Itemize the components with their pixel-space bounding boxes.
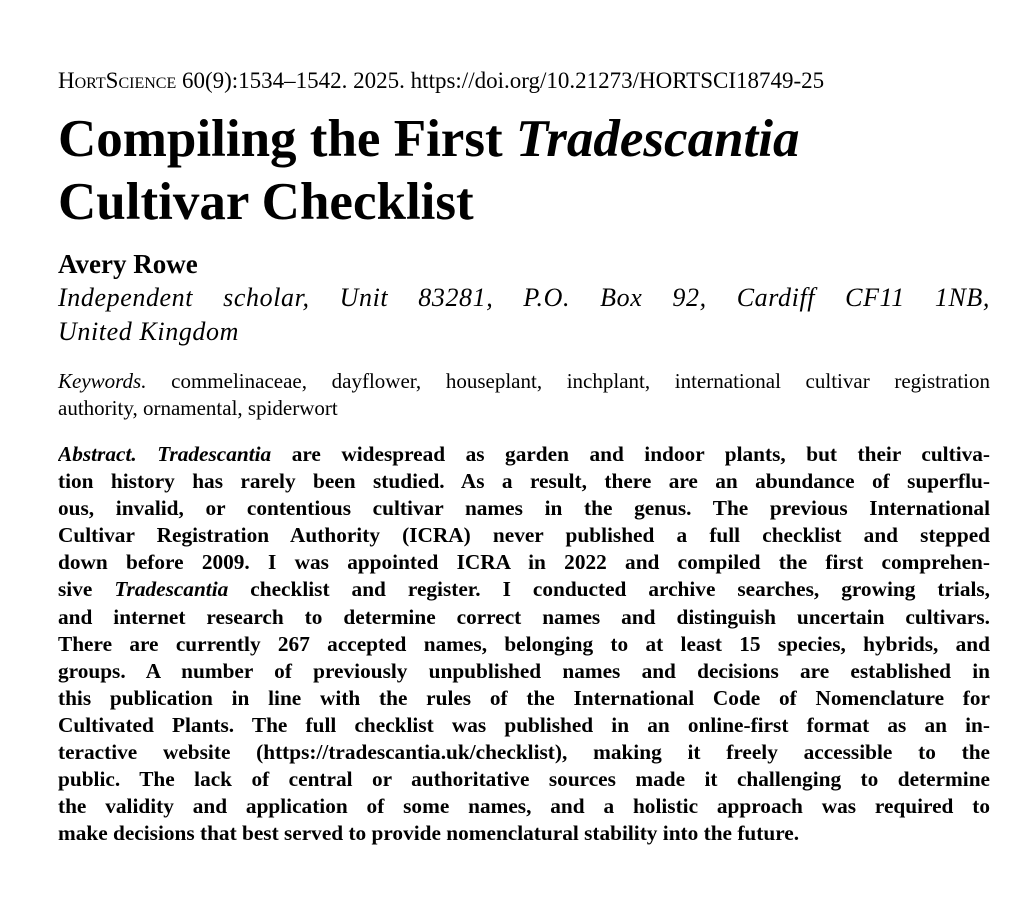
abstract-line-6 bbox=[58, 576, 990, 603]
abstract-line-4: Cultivar Registration Authority (ICRA) never published a full checklist and stepped bbox=[58, 523, 990, 548]
abstract-line-2: tion history has rarely been studied. As a result, there are an abundance of superflu- bbox=[58, 469, 990, 494]
abstract-line-9: groups. A number of previously unpublished names and decisions are established in bbox=[58, 658, 990, 683]
abstract-genus: Tradescantia bbox=[157, 442, 272, 466]
affiliation-line-2: United Kingdom bbox=[58, 317, 240, 346]
abstract-line-12: teractive website (https://tradescantia.uk/checklist), making it freely accessible to the bbox=[58, 740, 990, 765]
abstract-line-3: ous, invalid, or contentious cultivar names in the genus. The previous International bbox=[58, 496, 990, 521]
keywords-line-2: authority, ornamental, spiderwort bbox=[58, 396, 338, 420]
paper-title bbox=[58, 108, 800, 234]
abstract-line-5: down before 2009. I was appointed ICRA in 2022 and compiled the first comprehen- bbox=[58, 550, 990, 575]
keywords bbox=[58, 368, 990, 422]
citation-details: 60(9):1534–1542. 2025. https://doi.org/10.21273/HORTSCI18749-25 bbox=[176, 68, 825, 93]
keywords-line-1 bbox=[58, 368, 990, 395]
title-line-1 bbox=[58, 108, 800, 171]
abstract bbox=[58, 441, 990, 847]
abstract-line-8: There are currently 267 accepted names, belonging to at least 15 species, hybrids, and bbox=[58, 631, 990, 656]
title-prefix: Compiling the First bbox=[58, 110, 516, 168]
title-line-2: Cultivar Checklist bbox=[58, 173, 474, 231]
title-genus: Tradescantia bbox=[515, 110, 800, 168]
abstract-line-1 bbox=[58, 441, 990, 468]
abstract-genus: Tradescantia bbox=[114, 577, 229, 602]
abstract-line-7: and internet research to determine correct names and distinguish uncertain cultivars. bbox=[58, 604, 990, 629]
author-affiliation bbox=[58, 281, 990, 349]
author-name: Avery Rowe bbox=[58, 249, 198, 279]
journal-name: HortScience bbox=[58, 68, 177, 93]
abstract-text: checklist and register. I conducted archive searches, growing trials, bbox=[228, 577, 990, 602]
abstract-line-11: Cultivated Plants. The full checklist was published in an online-first format as an in- bbox=[58, 712, 990, 737]
abstract-line-10: this publication in line with the rules of the International Code of Nomenclature for bbox=[58, 685, 990, 710]
keywords-text-1: commelinaceae, dayflower, houseplant, inchplant, international cultivar registration bbox=[146, 369, 990, 393]
keywords-label: Keywords. bbox=[58, 369, 147, 393]
abstract-text: are widespread as garden and indoor plants, but their cultiva- bbox=[271, 442, 990, 466]
affiliation-line-1: Independent scholar, Unit 83281, P.O. Box 92, Cardiff CF11 1NB, bbox=[58, 283, 990, 312]
citation-header bbox=[58, 66, 824, 96]
abstract-line-15: make decisions that best served to provide nomenclatural stability into the future. bbox=[58, 821, 800, 846]
abstract-label: Abstract. bbox=[58, 442, 137, 466]
abstract-text: sive bbox=[58, 577, 115, 602]
abstract-line-13: public. The lack of central or authoritative sources made it challenging to determine bbox=[58, 767, 990, 792]
abstract-line-14: the validity and application of some names, and a holistic approach was required to bbox=[58, 794, 990, 819]
